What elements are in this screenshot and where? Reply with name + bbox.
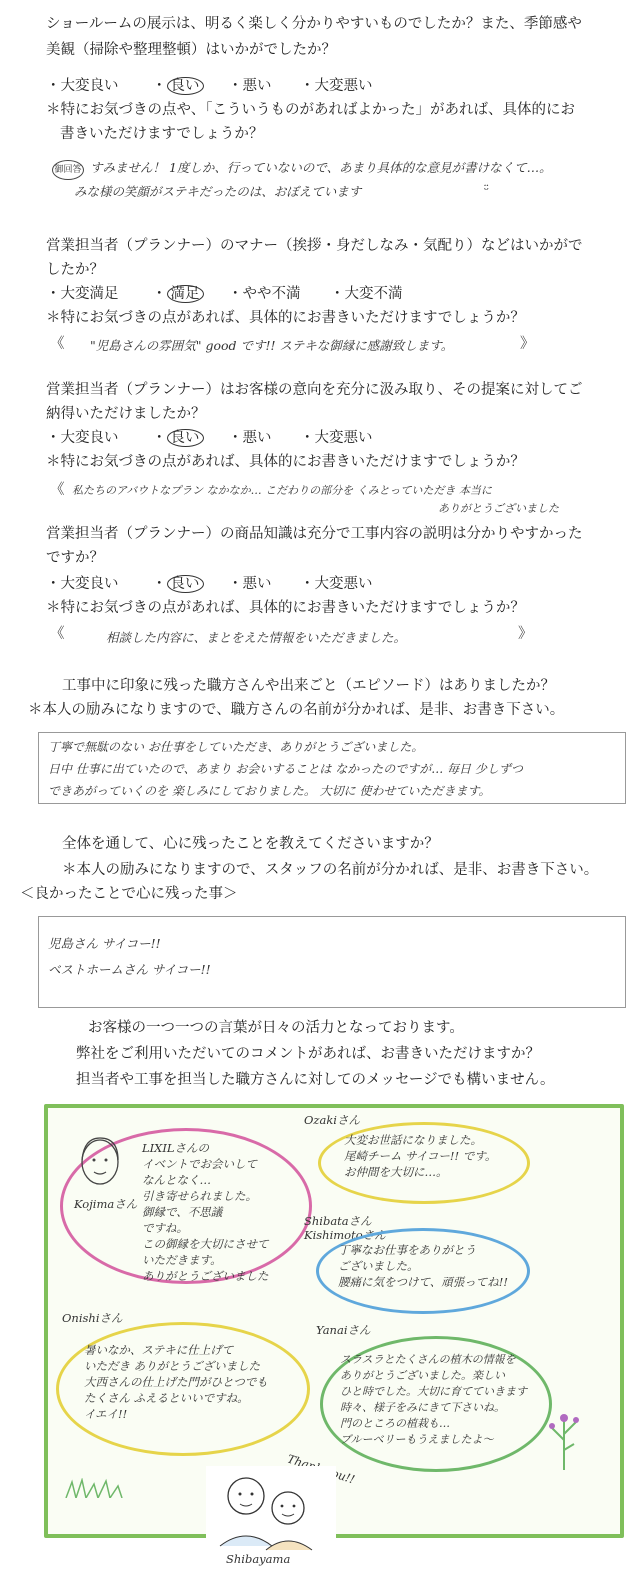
q1-option-3: ・悪い (228, 78, 272, 94)
q6-answer-line1: 児島さん サイコー!! (48, 936, 161, 951)
q2-option-1: ・大変満足 (46, 286, 119, 302)
q4-option-2-selected: ・ 良い (152, 574, 204, 594)
onishi-message: 暑いなか、ステキに仕上げて いただき ありがとうございました 大西さんの仕上げた門がひとつでも たくさん ふえるといいですね。 イエイ!! (84, 1343, 268, 1421)
q1-option-1: ・大変良い (46, 78, 119, 94)
q3-option-1: ・大変良い (46, 430, 119, 446)
q4-answer: 相談した内容に、まとをえた情報をいただきました。 (106, 630, 407, 645)
q1-question-line2: 美観（掃除や整理整頓）はいかがでしたか？ (46, 42, 336, 58)
thank-you-text: Thank You!! (285, 1451, 357, 1487)
q3-answer-line2: ありがとうございました (438, 502, 559, 515)
q4-question-line1: 営業担当者（プランナー）の商品知識は充分で工事内容の説明は分かりやすかった (46, 526, 583, 542)
q2-prompt: ＊特にお気づきの点があれば、具体的にお書きいただけますでしょうか？ (46, 310, 525, 326)
ozaki-message: 大変お世話になりました。 尾崎チーム サイコー!! です。 お仲間を大切に…。 (344, 1133, 497, 1179)
signature: Shibayama (226, 1552, 291, 1566)
yanai-message: スラスラとたくさんの植木の情報を ありがとうございました。楽しい ひと時でした。大切に育てていきます 時々、様子をみにきて下さいね。 門のところの植栽も… ブルーベリーもうえましたよ〜 (340, 1353, 527, 1446)
q3-question-line1: 営業担当者（プランナー）はお客様の意向を充分に汲み取り、その提案に対してご (46, 382, 583, 398)
q4-option-1: ・大変良い (46, 576, 119, 592)
q3-option-4: ・大変悪い (300, 430, 373, 446)
q4-option-3: ・悪い (228, 576, 272, 592)
q7-line3: 担当者や工事を担当した職方さんに対してのメッセージでも構いません。 (76, 1072, 555, 1088)
q4-selected-circle: 良い (167, 575, 204, 593)
q2-answer-open: 《 (50, 336, 65, 352)
q2-answer: "児島さんの雰囲気" good です!! ステキな御縁に感謝致します。 (90, 338, 454, 353)
couple-illustration-icon (206, 1466, 336, 1556)
q7-line2: 弊社をご利用いただいてのコメントがあれば、お書きいただけますか？ (76, 1046, 540, 1062)
q5-note: ＊本人の励みになりますので、職方さんの名前が分かれば、是非、お書き下さい。 (28, 702, 565, 718)
grass-icon (64, 1478, 124, 1498)
kojima-portrait-icon (70, 1132, 130, 1198)
q1-option-4: ・大変悪い (300, 78, 373, 94)
q3-question-line2: 納得いただけましたか？ (46, 406, 206, 422)
q5-answer-line3: できあがっていくのを 楽しみにしておりました。 大切に 使わせていただきます。 (48, 784, 491, 798)
q1-option-2-selected: ・ 良い (152, 76, 204, 96)
shibata-kishimoto-name: Shibataさん Kishimotoさん (304, 1214, 386, 1242)
shibata-message: 丁寧なお仕事をありがとう ございました。 腰痛に気をつけて、頑張ってね!! (338, 1243, 509, 1289)
yanai-name: Yanaiさん (316, 1323, 371, 1337)
q5-answer-line1: 丁寧で無駄のない お仕事をしていただき、ありがとうございました。 (48, 740, 424, 754)
q6-answer-line2: ベストホームさん サイコー!! (48, 962, 211, 977)
q7-line1: お客様の一つ一つの言葉が日々の活力となっております。 (88, 1020, 464, 1036)
q2-question-line2: したか？ (46, 262, 104, 278)
q3-prompt: ＊特にお気づきの点があれば、具体的にお書きいただけますでしょうか？ (46, 454, 525, 470)
smile-icon: ᵕ̈ (484, 182, 489, 197)
q4-answer-close: 》 (518, 626, 533, 642)
q1-prompt-line1: ＊特にお気づきの点や、「こういうものがあればよかった」があれば、具体的にお (46, 102, 575, 118)
q4-question-line2: ですか？ (46, 550, 104, 566)
q5-answer-line2: 日中 仕事に出ていたので、あまり お会いすることは なかったのですが… 毎日 少しずつ (48, 762, 523, 776)
q3-option-2-selected: ・ 良い (152, 428, 204, 448)
q1-question-line1: ショールームの展示は、明るく楽しく分かりやすいものでしたか？また、季節感や (46, 16, 582, 32)
plant-icon (544, 1400, 584, 1470)
answer-stamp: 御回答 (52, 160, 84, 180)
q2-selected-circle: 満足 (167, 285, 204, 303)
onishi-name: Onishiさん (62, 1311, 123, 1325)
q5-question: 工事中に印象に残った職方さんや出来ごと（エピソード）はありましたか？ (62, 678, 555, 694)
ozaki-name: Ozakiさん (304, 1113, 360, 1127)
q2-option-4: ・大変不満 (330, 286, 403, 302)
q6-question: 全体を通して、心に残ったことを教えてくださいますか？ (62, 836, 439, 852)
q3-selected-circle: 良い (167, 429, 204, 447)
q3-answer-line1: 私たちのアバウトなプラン なかなか… こだわりの部分を くみとっていただき 本当に (72, 484, 492, 497)
kojima-message: LIXILさんの イベントでお会いして なんとなく… 引き寄せられました。 御縁で、不思議 ですね。 この御縁を大切にさせて いただきます。 ありがとうございました (142, 1141, 269, 1283)
q4-answer-open: 《 (50, 626, 65, 642)
q1-prompt-line2: 書きいただけますでしょうか？ (60, 126, 264, 142)
kojima-name: Kojimaさん (74, 1197, 138, 1211)
q6-subheading: ＜良かったことで心に残った事＞ (20, 886, 238, 902)
q2-option-2-selected: ・ 満足 (152, 284, 204, 304)
q1-answer-line2: みな様の笑顔がステキだったのは、おぼえています (74, 184, 362, 199)
q1-selected-circle: 良い (167, 77, 204, 95)
q3-answer-open: 《 (50, 482, 65, 498)
q2-question-line1: 営業担当者（プランナー）のマナー（挨拶・身だしなみ・気配り）などはいかがで (46, 238, 583, 254)
q2-answer-close: 》 (520, 336, 535, 352)
q2-option-3: ・やや不満 (228, 286, 301, 302)
q4-prompt: ＊特にお気づきの点があれば、具体的にお書きいただけますでしょうか？ (46, 600, 525, 616)
q4-option-4: ・大変悪い (300, 576, 373, 592)
q3-option-3: ・悪い (228, 430, 272, 446)
q6-note: ＊本人の励みになりますので、スタッフの名前が分かれば、是非、お書き下さい。 (62, 862, 599, 878)
q1-answer-line1: すみません！ 1度しか、行っていないので、あまり具体的な意見が書けなくて…。 (90, 160, 552, 175)
